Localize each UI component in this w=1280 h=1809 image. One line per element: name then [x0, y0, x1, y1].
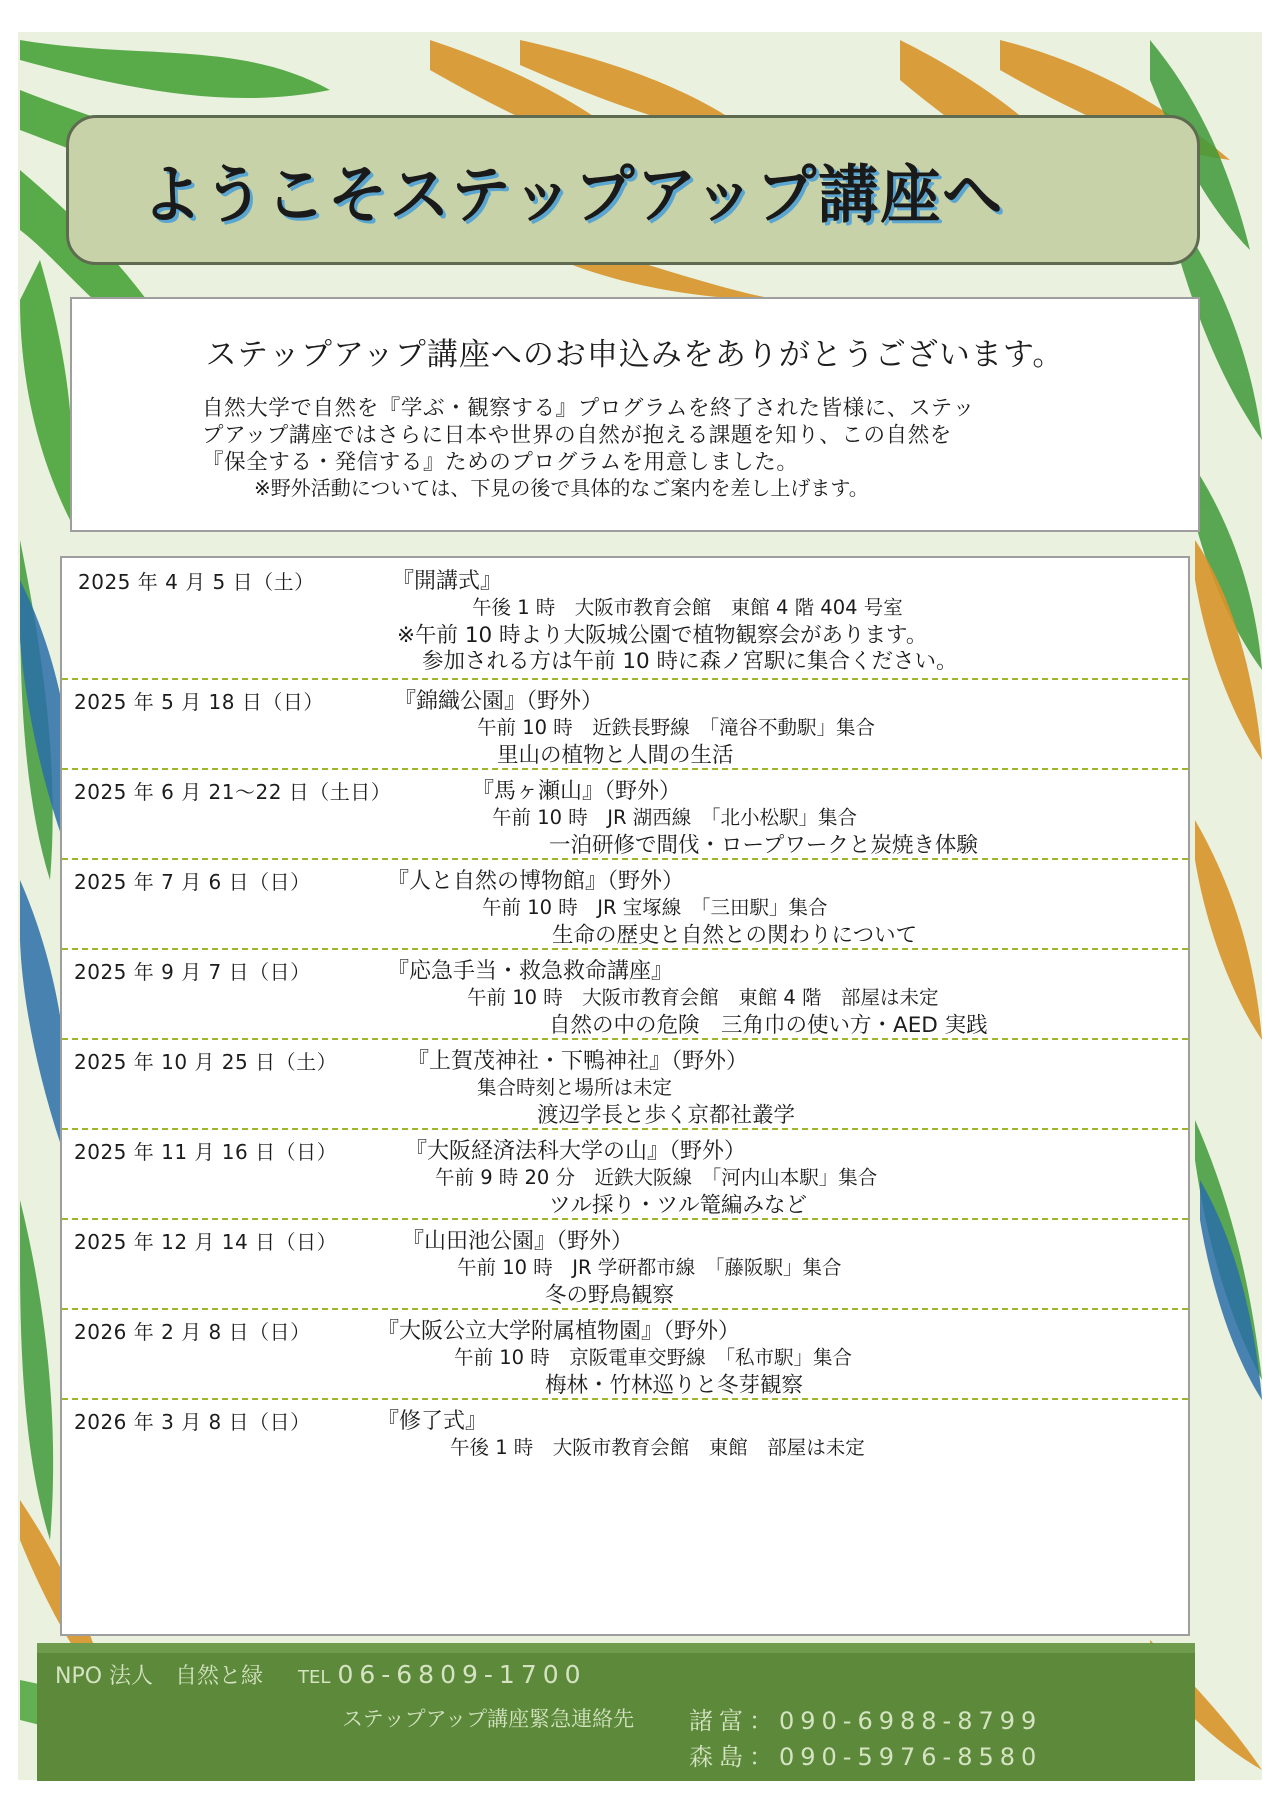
event-date: 2025 年 5 月 18 日（日）: [74, 690, 324, 714]
event-detail: 午前 10 時 JR 湖西線 「北小松駅」集合: [492, 806, 857, 829]
intro-note: ※野外活動については、下見の後で具体的なご案内を差し上げます。: [254, 476, 869, 500]
thanks-message: ステップアップ講座へのお申込みをありがとうございます。: [205, 337, 1065, 373]
tel-label: TEL: [298, 1667, 331, 1688]
event-title: 『山田池公園』（野外）: [402, 1229, 634, 1254]
event-date: 2025 年 11 月 16 日（日）: [74, 1140, 338, 1164]
event-note: 梅林・竹林巡りと冬芽観察: [545, 1373, 804, 1398]
footer: [37, 1643, 1195, 1781]
event-title: 『大阪公立大学附属植物園』（野外）: [377, 1319, 741, 1344]
event-detail: 午前 10 時 JR 宝塚線 「三田駅」集合: [482, 896, 828, 919]
event-title: 『人と自然の博物館』（野外）: [387, 869, 685, 894]
dashed-divider: [62, 1308, 1188, 1310]
event-date: 2025 年 6 月 21～22 日（土日）: [74, 780, 392, 804]
event-title: 『上賀茂神社・下鴨神社』（野外）: [407, 1049, 749, 1074]
event-date: 2026 年 3 月 8 日（日）: [74, 1410, 311, 1434]
dashed-divider: [62, 678, 1188, 680]
tel-number: 06-6809-1700: [337, 1660, 587, 1689]
event-date: 2026 年 2 月 8 日（日）: [74, 1320, 311, 1344]
schedule-list: [60, 556, 1190, 1636]
event-note: ツル採り・ツル篭編みなど: [549, 1193, 808, 1218]
intro-line: 自然大学で自然を『学ぶ・観察する』プログラムを終了された皆様に、ステッ: [202, 396, 975, 421]
event-detail: 午前 9 時 20 分 近鉄大阪線 「河内山本駅」集合: [435, 1166, 878, 1189]
event-detail: 午後 1 時 大阪市教育会館 東館 4 階 404 号室: [472, 596, 903, 619]
event-note: 自然の中の危険 三角巾の使い方・AED 実践: [549, 1013, 988, 1038]
dashed-divider: [62, 858, 1188, 860]
dashed-divider: [62, 948, 1188, 950]
event-note: 生命の歴史と自然との関わりについて: [552, 923, 918, 948]
dashed-divider: [62, 768, 1188, 770]
event-detail: 午後 1 時 大阪市教育会館 東館 部屋は未定: [450, 1436, 865, 1459]
event-date: 2025 年 4 月 5 日（土）: [78, 570, 315, 594]
event-note: 一泊研修で間伐・ロープワークと炭焼き体験: [549, 833, 978, 858]
footer-org: [55, 1659, 587, 1690]
intro-line: 『保全する・発信する』ためのプログラムを用意しました。: [202, 450, 799, 475]
dashed-divider: [62, 1218, 1188, 1220]
emergency-contact: 諸富：090-6988-8799: [689, 1707, 1043, 1735]
event-title: 『大阪経済法科大学の山』（野外）: [405, 1139, 747, 1164]
event-detail: 集合時刻と場所は未定: [477, 1076, 673, 1099]
intro-line: プアップ講座ではさらに日本や世界の自然が抱える課題を知り、この自然を: [202, 423, 952, 448]
event-title: 『錦織公園』（野外）: [394, 689, 604, 714]
emergency-contact: 森島：090-5976-8580: [689, 1743, 1043, 1771]
event-note: 冬の野鳥観察: [545, 1283, 675, 1308]
title-banner: [66, 115, 1200, 265]
event-note: 里山の植物と人間の生活: [497, 743, 734, 768]
dashed-divider: [62, 1128, 1188, 1130]
emergency-label: ステップアップ講座緊急連絡先: [342, 1707, 635, 1731]
event-title: 『応急手当・救急救命講座』: [387, 959, 674, 984]
event-date: 2025 年 12 月 14 日（日）: [74, 1230, 338, 1254]
event-detail: 午前 10 時 京阪電車交野線 「私市駅」集合: [454, 1346, 852, 1369]
event-title: 『馬ヶ瀬山』（野外）: [472, 779, 682, 804]
event-note: 渡辺学長と歩く京都社叢学: [537, 1103, 796, 1128]
dashed-divider: [62, 1038, 1188, 1040]
dashed-divider: [62, 1398, 1188, 1400]
page-title: ようこそステップアップ講座へ: [141, 158, 1005, 232]
event-detail: 午前 10 時 JR 学研都市線 「藤阪駅」集合: [457, 1256, 842, 1279]
event-title: 『開講式』: [392, 569, 503, 594]
event-note: ※午前 10 時より大阪城公園で植物観察会があります。: [397, 623, 928, 648]
event-date: 2025 年 10 月 25 日（土）: [74, 1050, 338, 1074]
event-note: 参加される方は午前 10 時に森ノ宮駅に集合ください。: [422, 649, 958, 674]
intro-box: [70, 297, 1200, 532]
event-date: 2025 年 9 月 7 日（日）: [74, 960, 311, 984]
event-date: 2025 年 7 月 6 日（日）: [74, 870, 311, 894]
event-detail: 午前 10 時 大阪市教育会館 東館 4 階 部屋は未定: [467, 986, 939, 1009]
event-detail: 午前 10 時 近鉄長野線 「滝谷不動駅」集合: [477, 716, 875, 739]
event-title: 『修了式』: [377, 1409, 488, 1434]
org-name: NPO 法人 自然と緑: [55, 1664, 264, 1689]
intro-paragraph: [202, 395, 1162, 501]
